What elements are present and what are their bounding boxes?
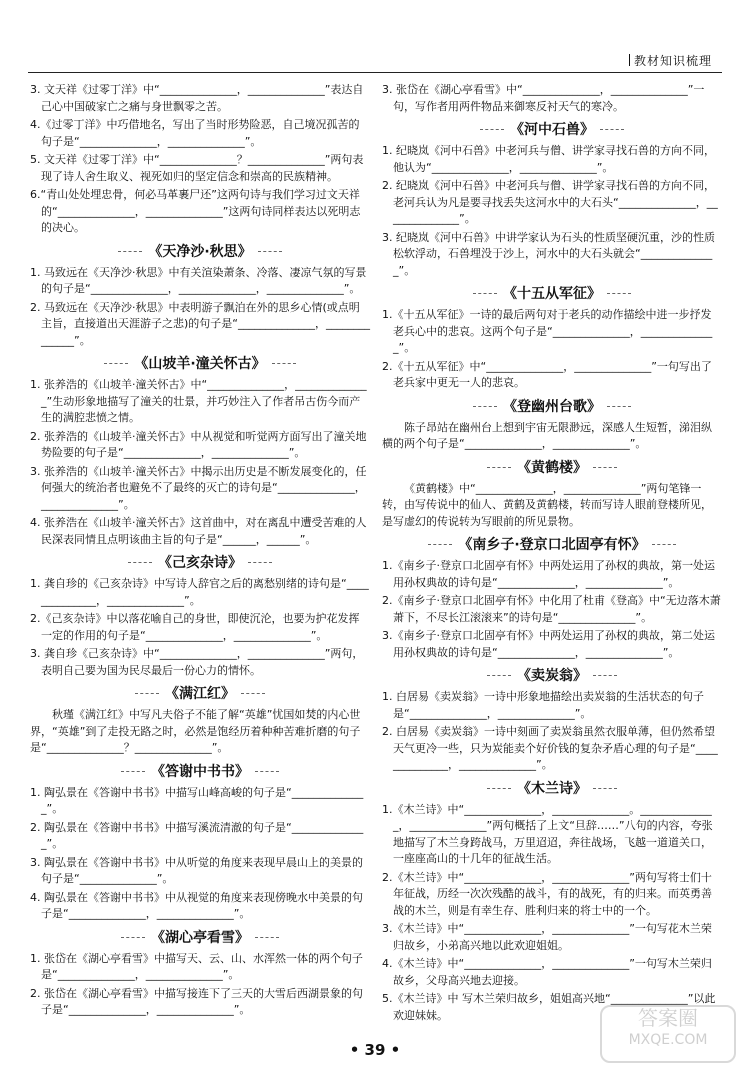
section-title: 《南乡子·登京口北固亭有怀》 — [382, 536, 722, 555]
question-item: 2. 白居易《卖炭翁》一诗中刻画了卖炭翁虽然衣服单薄，但仍然希望天气更冷一些，只为炭能卖个好价钱的复杂矛盾心理的句子是“______________，______________”。 — [382, 725, 718, 771]
question-item: 1. 张养浩的《山坡羊·潼关怀古》中“______________，______________”生动形象地描写了潼关的壮景，并巧妙注入了作者吊古伤今而产生的满腔悲愤之情。 — [30, 378, 367, 424]
section-title: 《十五从军征》 — [382, 285, 722, 304]
paragraph-question: 陈子昂站在幽州台上想到宇宙无限渺远，深感人生短暂，涕泪纵横的两个句子是“______________，______________”。 — [382, 420, 712, 450]
question-item: 1. 陶弘景在《答谢中书书》中描写山峰高峻的句子是“______________”。 — [30, 785, 364, 815]
question-item: 1. 白居易《卖炭翁》一诗中形象地描绘出卖炭翁的生活状态的句子是“______________，______________”。 — [382, 690, 704, 720]
question-item: 1. 张岱在《湖心亭看雪》中描写天、云、山、水浑然一体的两个句子是“______________，______________”。 — [30, 951, 363, 981]
question-item: 1. 纪晓岚《河中石兽》中老河兵与僧、讲学家寻找石兽的方向不同，他认为“______________，______________”。 — [382, 144, 715, 174]
section-title: 《河中石兽》 — [382, 121, 722, 140]
section-title: 《己亥杂诗》 — [30, 554, 370, 573]
left-column — [30, 82, 370, 1021]
section-title: 《满江红》 — [30, 685, 370, 704]
question-item: 2. 张岱在《湖心亭看雪》中描写接连下了三天的大雪后西湖景象的句子是“______________，______________”。 — [30, 986, 363, 1016]
question-item: 5. 文天祥《过零丁洋》中“______________？______________”两句表现了诗人舍生取义、视死如归的坚定信念和崇高的民族精神。 — [30, 153, 364, 183]
question-item: 3. 纪晓岚《河中石兽》中讲学家认为石头的性质坚硬沉重，沙的性质松软浮动，石兽埋没于沙上，河水中的大石头就会“______________”。 — [382, 230, 715, 277]
question-item: 2. 纪晓岚《河中石兽》中老河兵与僧、讲学家寻找石兽的方向不同，老河兵认为凡是要寻找丢失这河水中的大石头“______________，______________”。 — [382, 179, 718, 225]
section-title: 《天净沙·秋思》 — [30, 243, 370, 262]
question-item: 1.《南乡子·登京口北固亭有怀》中两处运用了孙权的典故，第一处运用孙权典故的诗句是“______________，______________”。 — [382, 559, 715, 589]
watermark-line2: MXQE.COM — [628, 1032, 708, 1048]
watermark-line1: 答案圈 — [638, 1006, 698, 1030]
header-title: 教材知识梳理 — [629, 52, 712, 69]
section-title: 《答谢中书书》 — [30, 763, 370, 782]
page-number: • 39 • — [349, 1041, 401, 1059]
section-title: 《黄鹤楼》 — [382, 459, 722, 478]
section-title: 《山坡羊·潼关怀古》 — [30, 355, 370, 374]
question-item: 4.《过零丁洋》中巧借地名，写出了当时形势险恶，自己境况孤苦的句子是“______________，______________”。 — [30, 118, 360, 148]
question-item: 1.《木兰诗》中“______________，______________。______________，______________”两句概括了上文“旦辞……”八句的内容，夸张地描写了木兰身跨战马，万里迢迢，奔往战场，飞越一道道关口，一座座高山的十几年的征战生活。 — [382, 802, 713, 865]
question-item: 2.《木兰诗》中“______________，______________”两句写将士们十年征战，历经一次次残酷的战斗，有的战死，有的归来。而英勇善战的木兰，则是有幸生存、胜利归来的将士中的一个。 — [382, 870, 712, 917]
question-item: 3. 文天祥《过零丁洋》中“______________，______________”表达自己心中国破家亡之痛与身世飘零之苦。 — [30, 83, 364, 113]
question-item: 3.《南乡子·登京口北固亭有怀》中两处运用了孙权的典故，第二处运用孙权典故的诗句是“______________，______________”。 — [382, 629, 715, 659]
question-item: 4. 张养浩在《山坡羊·潼关怀古》这首曲中，对在离乱中遭受苦难的人民深表同情且点明该曲主旨的句子是“______，______”。 — [30, 516, 367, 546]
question-item: 4. 陶弘景在《答谢中书书》中从视觉的角度来表现傍晚水中美景的句子是“______________，______________”。 — [30, 890, 363, 920]
question-item: 2.《己亥杂诗》中以落花喻自己的身世，即使沉沦，也要为护花发挥一定的作用的句子是“______________，______________”。 — [30, 612, 360, 642]
question-item: 3. 龚自珍《己亥杂诗》中“______________，______________”两句，表明自己要为国为民尽最后一份心力的情怀。 — [30, 647, 364, 677]
paragraph-question: 秋瑾《满江红》中写凡夫俗子不能了解“英雄”忧国如焚的内心世界，“英雄”到了走投无路之时，必然是饱经历着种种苦难折磨的句子是“______________？______________”。 — [30, 708, 361, 754]
question-item: 1. 马致远在《天净沙·秋思》中有关渲染萧条、冷落、凄凉气氛的写景的句子是“______________，______________，______________”。 — [30, 265, 367, 295]
question-item: 2.《十五从军征》中“______________，______________”一句写出了老兵家中更无一人的悲哀。 — [382, 359, 712, 389]
question-item: 1. 龚自珍的《己亥杂诗》中写诗人辞官之后的离愁别绪的诗句是“______________，______________”。 — [30, 577, 369, 607]
question-item: 2. 陶弘景在《答谢中书书》中描写溪流清澈的句子是“______________”。 — [30, 820, 364, 850]
question-item: 3. 陶弘景在《答谢中书书》中从听觉的角度来表现早晨山上的美景的句子是“______________”。 — [30, 855, 363, 885]
question-item: 3. 张养浩的《山坡羊·潼关怀古》中揭示出历史是不断发展变化的，任何强大的统治者也避免不了最终的灭亡的诗句是“______________，______________”。 — [30, 464, 367, 511]
question-item: 5.《木兰诗》中 写木兰荣归故乡，姐姐高兴地“______________”以此欢迎妹妹。 — [382, 992, 716, 1022]
section-title: 《木兰诗》 — [382, 780, 722, 799]
question-item: 1.《十五从军征》一诗的最后两句对于老兵的动作描绘中进一步抒发老兵心中的悲哀。这两个句子是“______________，______________”。 — [382, 308, 713, 354]
question-item: 3. 张岱在《湖心亭看雪》中“______________，______________”一句，写作者用两件物品来御寒反衬天气的寒冷。 — [382, 83, 705, 113]
section-title: 《湖心亭看雪》 — [30, 929, 370, 948]
watermark-logo — [600, 1005, 736, 1063]
question-item: 2. 马致远在《天净沙·秋思》中表明游子飘泊在外的思乡心情(或点明主旨，直接道出天涯游子之悲)的句子是“______________，______________”。 — [30, 300, 370, 347]
question-item: 6.“青山处处埋忠骨，何必马革裹尸还”这两句诗与我们学习过文天祥的“______________，______________”这两句诗同样表达以死明志的决心。 — [30, 188, 361, 234]
question-item: 2. 张养浩的《山坡羊·潼关怀古》中从视觉和听觉两方面写出了潼关地势险要的句子是“______________，______________”。 — [30, 429, 367, 459]
header-rule — [28, 72, 722, 73]
question-item: 3.《木兰诗》中“______________，______________”一句写花木兰荣归故乡，小弟高兴地以此欢迎姐姐。 — [382, 922, 712, 952]
section-title: 《卖炭翁》 — [382, 667, 722, 686]
section-title: 《登幽州台歌》 — [382, 398, 722, 417]
question-item: 2.《南乡子·登京口北固亭有怀》中化用了杜甫《登高》中“无边落木萧萧下，不尽长江滚滚来”的诗句是“______________”。 — [382, 594, 721, 624]
question-item: 4.《木兰诗》中“______________，______________”一句写木兰荣归故乡，父母高兴地去迎接。 — [382, 957, 712, 987]
paragraph-question: 《黄鹤楼》中“______________，______________”两句笔锋一转，由写传说中的仙人、黄鹤及黄鹤楼，转而写诗人眼前登楼所见，是写虚幻的传说转为写眼前的所见景物。 — [382, 481, 712, 528]
right-column — [382, 82, 722, 1026]
